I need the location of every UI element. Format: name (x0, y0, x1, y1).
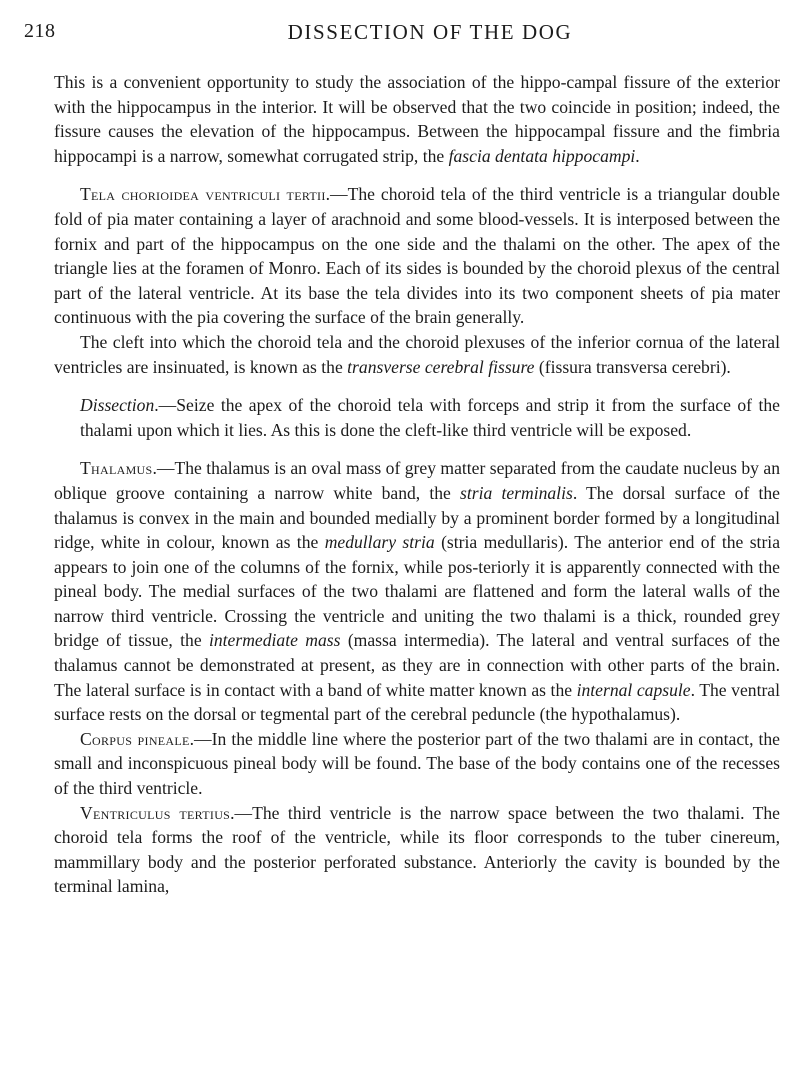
text-run: . (635, 145, 640, 166)
section-heading: Thalamus (80, 458, 153, 479)
text-run: . The ventral surface rests on the dorsal or tegmental part of the cerebral peduncle (the hypothalamus). (54, 679, 781, 725)
italic-term: stria terminalis (460, 482, 573, 503)
text-run: (stria medullaris). The anterior end of the stria appears to join one of the columns of the fornix, while pos-teriorly it is apparently connected with the pineal body. The medial surfaces of the two thalami are flattened and form the lateral walls of the narrow third ventricle. Crossing the ventricle and uniting the two thalami is a thick, rounded grey bridge of tissue, the (54, 532, 780, 651)
italic-term: transverse cerebral fissure (347, 356, 535, 377)
text-run: .—The thalamus is an oval mass of grey matter separated from the caudate nucleus by an oblique groove containing a narrow white band, the (54, 458, 780, 503)
paragraph-hippocampal-fissure (54, 70, 780, 168)
text-run: .—In the middle line where the posterior part of the two thalami are in contact, the small and inconspicuous pineal body will be found. The base of the body contains one of the recesses of the third ventricle. (54, 728, 780, 799)
text-run: .—Seize the apex of the choroid tela with forceps and strip it from the surface of the thalami upon which it lies. As this is done the cleft-like third ventricle will be exposed. (80, 395, 780, 440)
italic-term: medullary stria (324, 532, 435, 553)
section-heading: Ventriculus tertius (80, 802, 231, 823)
dissection-instruction (54, 393, 780, 442)
body-text (54, 70, 780, 899)
paragraph-ventriculus-tertius (54, 801, 780, 899)
text-run: (fissura transversa cerebri). (534, 356, 731, 377)
italic-term: fascia dentata hippocampi (448, 145, 636, 166)
paragraph-tela-chorioidea (54, 182, 780, 330)
paragraph-corpus-pineale (54, 727, 780, 801)
text-run: (massa intermedia). The lateral and ventral surfaces of the thalamus cannot be demonstrated at present, as they are in connection with other parts of the brain. The lateral surface is in contact with a band of white matter known as the (54, 630, 780, 700)
text-run: This is a convenient opportunity to study the association of the hippo-campal fissure of the exterior with the hippocampus in the interior. It will be observed that the two coincide in position; indeed, the fissure causes the elevation of the hippocampus. Between the hippocampal fissure and the fimbria hippocampi is a narrow, somewhat corrugated strip, the (54, 72, 780, 166)
page-number: 218 (24, 20, 56, 42)
text-run: .—The third ventricle is the narrow space between the two thalami. The choroid tela forms the roof of the ventricle, while its floor corresponds to the tuber cinereum, mammillary body and the posterior perforated substance. Anteriorly the cavity is bounded by the terminal lamina, (54, 802, 780, 897)
text-run: .—The choroid tela of the third ventricle is a triangular double fold of pia mater containing a layer of arachnoid and some blood-vessels. It is interposed between the fornix and part of the hippocampus on the one side and the thalami on the other. The apex of the triangle lies at the foramen of Monro. Each of its sides is bounded by the choroid plexus of the central part of the lateral ventricle. At its base the tela divides into its two component sheets of pia mater continuous with the pia covering the surface of the brain generally. (54, 184, 780, 328)
italic-term: intermediate mass (208, 630, 341, 651)
italic-term: Dissection (80, 395, 155, 416)
paragraph-thalamus (54, 456, 780, 727)
text-run: . The dorsal surface of the thalamus is convex in the main and bounded medially by a prominent border formed by a longitudinal ridge, white in colour, known as the (54, 482, 780, 553)
text-run: The cleft into which the choroid tela and the choroid plexuses of the inferior cornua of the lateral ventricles are insinuated, is known as the (54, 331, 780, 377)
section-heading: Tela chorioidea ventriculi tertii (80, 184, 326, 205)
paragraph-transverse-fissure (54, 330, 780, 379)
running-head: DISSECTION OF THE DOG (287, 20, 573, 44)
italic-term: internal capsule (576, 679, 691, 700)
paragraph-dissection (80, 393, 780, 442)
section-heading: Corpus pineale (80, 728, 190, 749)
